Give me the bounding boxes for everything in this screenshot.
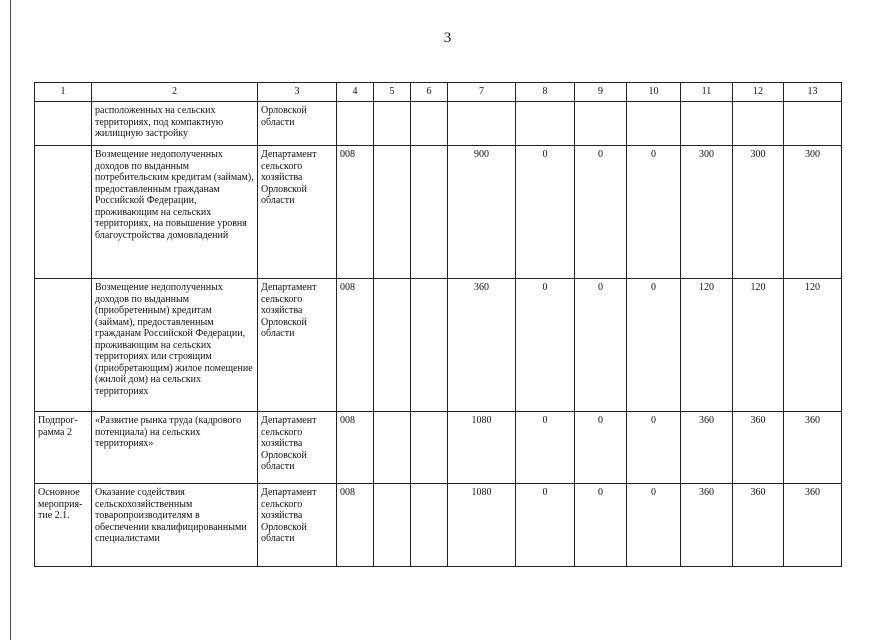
cell-program bbox=[35, 102, 92, 146]
cell-col6 bbox=[411, 102, 448, 146]
cell-col9: 0 bbox=[575, 412, 627, 484]
cell-col8: 0 bbox=[516, 484, 575, 567]
cell-code: 008 bbox=[337, 412, 374, 484]
cell-col8: 0 bbox=[516, 279, 575, 412]
table-row bbox=[35, 484, 842, 567]
cell-description: Возмещение недополученных доходов по выданным потребительским кредитам (займам), предоставленным гражданам Российской Федерации, проживающим на сельских территориях, на повышение уровня благоустройства домовладений bbox=[92, 146, 258, 279]
cell-col12: 360 bbox=[733, 412, 784, 484]
cell-total: 900 bbox=[448, 146, 516, 279]
cell-col6 bbox=[411, 412, 448, 484]
cell-col9: 0 bbox=[575, 146, 627, 279]
cell-code bbox=[337, 102, 374, 146]
cell-col12: 300 bbox=[733, 146, 784, 279]
page-edge-line bbox=[10, 0, 11, 640]
table-row bbox=[35, 102, 842, 146]
cell-total bbox=[448, 102, 516, 146]
cell-executor: Орловской области bbox=[258, 102, 337, 146]
cell-col10: 0 bbox=[627, 412, 681, 484]
cell-col11: 300 bbox=[681, 146, 733, 279]
column-header: 13 bbox=[784, 83, 842, 102]
column-header: 11 bbox=[681, 83, 733, 102]
column-header: 2 bbox=[92, 83, 258, 102]
cell-col11: 120 bbox=[681, 279, 733, 412]
table-header-row bbox=[35, 83, 842, 102]
table-row bbox=[35, 146, 842, 279]
cell-col5 bbox=[374, 146, 411, 279]
cell-program bbox=[35, 279, 92, 412]
column-header: 3 bbox=[258, 83, 337, 102]
cell-col8: 0 bbox=[516, 146, 575, 279]
cell-total: 360 bbox=[448, 279, 516, 412]
cell-col10: 0 bbox=[627, 279, 681, 412]
cell-executor: Департамент сельского хозяйства Орловской области bbox=[258, 484, 337, 567]
column-header: 1 bbox=[35, 83, 92, 102]
cell-col6 bbox=[411, 146, 448, 279]
column-header: 8 bbox=[516, 83, 575, 102]
column-header: 6 bbox=[411, 83, 448, 102]
cell-description: Возмещение недополученных доходов по выданным (приобретенным) кредитам (займам), предоставленным гражданам Российской Федерации, проживающим на сельских территориях или строящим (приобретающим) жилое помещение (жилой дом) на сельских территориях bbox=[92, 279, 258, 412]
column-header: 7 bbox=[448, 83, 516, 102]
cell-program bbox=[35, 146, 92, 279]
cell-executor: Департамент сельского хозяйства Орловской области bbox=[258, 412, 337, 484]
cell-col9: 0 bbox=[575, 484, 627, 567]
cell-code: 008 bbox=[337, 146, 374, 279]
cell-col5 bbox=[374, 279, 411, 412]
page-number: 3 bbox=[443, 30, 452, 46]
cell-description: расположенных на сельских территориях, под компактную жилищную застройку bbox=[92, 102, 258, 146]
cell-col10 bbox=[627, 102, 681, 146]
column-header: 9 bbox=[575, 83, 627, 102]
column-header: 5 bbox=[374, 83, 411, 102]
column-header: 4 bbox=[337, 83, 374, 102]
cell-col13: 360 bbox=[784, 484, 842, 567]
cell-code: 008 bbox=[337, 279, 374, 412]
cell-col10: 0 bbox=[627, 146, 681, 279]
column-header: 12 bbox=[733, 83, 784, 102]
cell-col5 bbox=[374, 412, 411, 484]
cell-col12 bbox=[733, 102, 784, 146]
cell-col6 bbox=[411, 484, 448, 567]
cell-col13: 360 bbox=[784, 412, 842, 484]
cell-col8: 0 bbox=[516, 412, 575, 484]
cell-col5 bbox=[374, 102, 411, 146]
cell-col11: 360 bbox=[681, 484, 733, 567]
cell-col13: 300 bbox=[784, 146, 842, 279]
table-row bbox=[35, 279, 842, 412]
cell-col5 bbox=[374, 484, 411, 567]
cell-executor: Департамент сельского хозяйства Орловской области bbox=[258, 279, 337, 412]
cell-total: 1080 bbox=[448, 412, 516, 484]
cell-col9 bbox=[575, 102, 627, 146]
cell-col13: 120 bbox=[784, 279, 842, 412]
cell-executor: Департамент сельского хозяйства Орловской области bbox=[258, 146, 337, 279]
cell-col8 bbox=[516, 102, 575, 146]
cell-col11: 360 bbox=[681, 412, 733, 484]
cell-col10: 0 bbox=[627, 484, 681, 567]
cell-col12: 120 bbox=[733, 279, 784, 412]
cell-program: Подпрог-рамма 2 bbox=[35, 412, 92, 484]
cell-col13 bbox=[784, 102, 842, 146]
table-row bbox=[35, 412, 842, 484]
cell-description: Оказание содействия сельскохозяйственным товаропроизводителям в обеспечении квалифицированными специалистами bbox=[92, 484, 258, 567]
cell-col6 bbox=[411, 279, 448, 412]
cell-code: 008 bbox=[337, 484, 374, 567]
cell-col12: 360 bbox=[733, 484, 784, 567]
cell-col9: 0 bbox=[575, 279, 627, 412]
cell-total: 1080 bbox=[448, 484, 516, 567]
cell-program: Основное мероприя-тие 2.1. bbox=[35, 484, 92, 567]
column-header: 10 bbox=[627, 83, 681, 102]
cell-col11 bbox=[681, 102, 733, 146]
cell-description: «Развитие рынка труда (кадрового потенциала) на сельских территориях» bbox=[92, 412, 258, 484]
budget-table bbox=[34, 82, 842, 567]
